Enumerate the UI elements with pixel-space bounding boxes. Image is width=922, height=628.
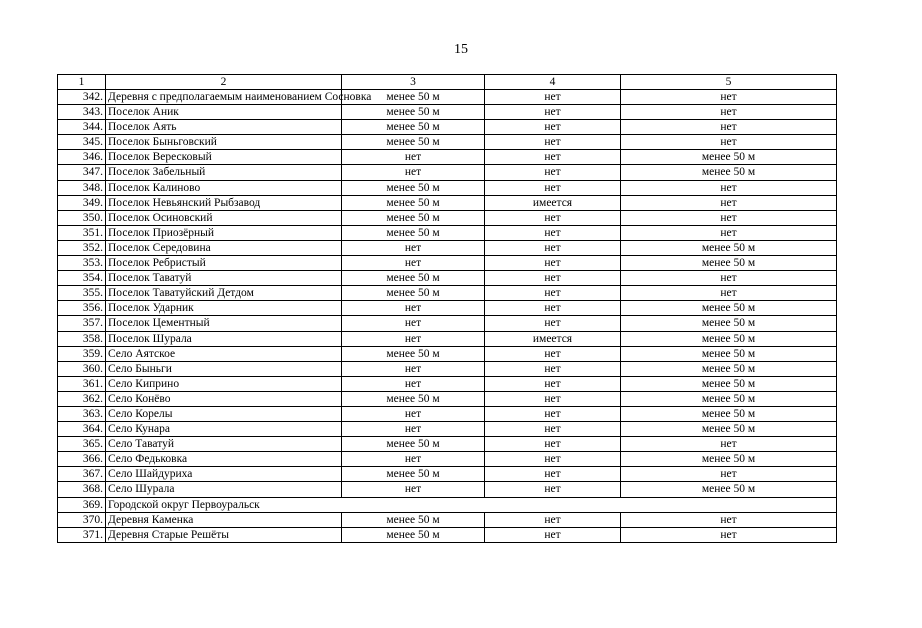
row-number-cell: 369. — [58, 497, 106, 512]
column-4-cell: имеется — [485, 195, 621, 210]
table-body — [58, 75, 837, 543]
settlement-name-cell: Поселок Приозёрный — [106, 225, 342, 240]
column-3-cell: нет — [342, 422, 485, 437]
column-3-cell: менее 50 м — [342, 120, 485, 135]
column-5-cell: менее 50 м — [621, 240, 837, 255]
settlement-name-cell: Поселок Ребристый — [106, 256, 342, 271]
column-4-cell: нет — [485, 482, 621, 497]
header-cell-1: 1 — [58, 75, 106, 90]
settlement-name-cell: Село Киприно — [106, 376, 342, 391]
column-5-cell: менее 50 м — [621, 316, 837, 331]
column-3-cell: менее 50 м — [342, 346, 485, 361]
table-row — [58, 482, 837, 497]
row-number-cell: 347. — [58, 165, 106, 180]
settlement-name-cell: Поселок Середовина — [106, 240, 342, 255]
column-3-cell: нет — [342, 165, 485, 180]
table-row — [58, 422, 837, 437]
row-number-cell: 359. — [58, 346, 106, 361]
column-3-cell: менее 50 м — [342, 195, 485, 210]
column-4-cell: нет — [485, 512, 621, 527]
column-4-cell: нет — [485, 180, 621, 195]
column-4-cell: нет — [485, 422, 621, 437]
row-number-cell: 350. — [58, 210, 106, 225]
column-5-cell: нет — [621, 271, 837, 286]
row-number-cell: 342. — [58, 90, 106, 105]
settlement-name-cell: Поселок Ударник — [106, 301, 342, 316]
column-5-cell: нет — [621, 467, 837, 482]
column-5-cell: менее 50 м — [621, 482, 837, 497]
column-5-cell: нет — [621, 90, 837, 105]
settlement-name-cell: Село Конёво — [106, 391, 342, 406]
column-4-cell: нет — [485, 316, 621, 331]
column-5-cell: нет — [621, 210, 837, 225]
column-4-cell: нет — [485, 105, 621, 120]
column-3-cell: менее 50 м — [342, 90, 485, 105]
column-4-cell: нет — [485, 165, 621, 180]
column-5-cell: нет — [621, 286, 837, 301]
row-number-cell: 365. — [58, 437, 106, 452]
column-4-cell: нет — [485, 150, 621, 165]
column-3-cell: нет — [342, 361, 485, 376]
column-3-cell: менее 50 м — [342, 271, 485, 286]
column-4-cell: нет — [485, 271, 621, 286]
column-3-cell: менее 50 м — [342, 105, 485, 120]
column-3-cell: нет — [342, 482, 485, 497]
column-5-cell: менее 50 м — [621, 165, 837, 180]
settlement-name-cell: Село Кунара — [106, 422, 342, 437]
table-row — [58, 437, 837, 452]
column-3-cell: нет — [342, 256, 485, 271]
row-number-cell: 370. — [58, 512, 106, 527]
column-3-cell: нет — [342, 240, 485, 255]
column-5-cell: нет — [621, 225, 837, 240]
column-4-cell: нет — [485, 256, 621, 271]
settlement-name-cell: Деревня Каменка — [106, 512, 342, 527]
row-number-cell: 367. — [58, 467, 106, 482]
row-number-cell: 349. — [58, 195, 106, 210]
row-number-cell: 364. — [58, 422, 106, 437]
settlement-name-cell: Поселок Аник — [106, 105, 342, 120]
row-number-cell: 371. — [58, 527, 106, 542]
column-4-cell: имеется — [485, 331, 621, 346]
table-row — [58, 105, 837, 120]
table-row — [58, 301, 837, 316]
column-5-cell: нет — [621, 105, 837, 120]
row-number-cell: 363. — [58, 406, 106, 421]
table-row — [58, 120, 837, 135]
column-4-cell: нет — [485, 301, 621, 316]
settlement-name-cell: Поселок Аять — [106, 120, 342, 135]
column-4-cell: нет — [485, 286, 621, 301]
column-4-cell: нет — [485, 376, 621, 391]
settlement-name-cell: Деревня Старые Решёты — [106, 527, 342, 542]
row-number-cell: 357. — [58, 316, 106, 331]
column-4-cell: нет — [485, 406, 621, 421]
table-row — [58, 195, 837, 210]
settlement-name-cell: Поселок Вересковый — [106, 150, 342, 165]
table-row — [58, 376, 837, 391]
column-3-cell: менее 50 м — [342, 467, 485, 482]
header-cell-5: 5 — [621, 75, 837, 90]
column-5-cell: менее 50 м — [621, 331, 837, 346]
settlement-name-cell: Поселок Шурала — [106, 331, 342, 346]
column-5-cell: менее 50 м — [621, 301, 837, 316]
row-number-cell: 356. — [58, 301, 106, 316]
table-row — [58, 527, 837, 542]
column-4-cell: нет — [485, 135, 621, 150]
column-3-cell: менее 50 м — [342, 210, 485, 225]
table-row — [58, 346, 837, 361]
column-4-cell: нет — [485, 90, 621, 105]
row-number-cell: 361. — [58, 376, 106, 391]
table-row — [58, 512, 837, 527]
column-5-cell: нет — [621, 195, 837, 210]
row-number-cell: 344. — [58, 120, 106, 135]
column-5-cell: менее 50 м — [621, 452, 837, 467]
column-5-cell: менее 50 м — [621, 256, 837, 271]
column-3-cell: менее 50 м — [342, 512, 485, 527]
column-5-cell: менее 50 м — [621, 346, 837, 361]
settlement-name-cell: Село Шурала — [106, 482, 342, 497]
column-5-cell: нет — [621, 135, 837, 150]
column-4-cell: нет — [485, 467, 621, 482]
column-5-cell: нет — [621, 527, 837, 542]
header-cell-4: 4 — [485, 75, 621, 90]
column-4-cell: нет — [485, 361, 621, 376]
column-3-cell: менее 50 м — [342, 180, 485, 195]
column-5-cell: менее 50 м — [621, 422, 837, 437]
table-section-row — [58, 497, 837, 512]
column-4-cell: нет — [485, 527, 621, 542]
row-number-cell: 348. — [58, 180, 106, 195]
column-3-cell: нет — [342, 376, 485, 391]
column-3-cell: менее 50 м — [342, 135, 485, 150]
settlement-name-cell: Поселок Невьянский Рыбзавод — [106, 195, 342, 210]
column-5-cell: менее 50 м — [621, 376, 837, 391]
settlements-table — [57, 74, 837, 543]
column-5-cell: нет — [621, 512, 837, 527]
table-row — [58, 316, 837, 331]
settlement-name-cell: Поселок Быньговский — [106, 135, 342, 150]
column-3-cell: менее 50 м — [342, 527, 485, 542]
table-row — [58, 452, 837, 467]
settlement-name-cell: Село Быньги — [106, 361, 342, 376]
settlement-name-cell: Село Аятское — [106, 346, 342, 361]
settlement-name-cell: Деревня с предполагаемым наименованием Сосновка — [106, 90, 342, 105]
settlement-name-cell: Поселок Цементный — [106, 316, 342, 331]
table-row — [58, 150, 837, 165]
settlement-name-cell: Городской округ Первоуральск — [106, 497, 837, 512]
table-row — [58, 240, 837, 255]
column-5-cell: нет — [621, 180, 837, 195]
settlement-name-cell: Поселок Таватуйский Детдом — [106, 286, 342, 301]
table-row — [58, 90, 837, 105]
row-number-cell: 343. — [58, 105, 106, 120]
column-3-cell: менее 50 м — [342, 437, 485, 452]
column-3-cell: менее 50 м — [342, 225, 485, 240]
row-number-cell: 358. — [58, 331, 106, 346]
table-row — [58, 467, 837, 482]
table-row — [58, 391, 837, 406]
page-number: 15 — [454, 42, 468, 57]
column-4-cell: нет — [485, 120, 621, 135]
column-3-cell: нет — [342, 301, 485, 316]
column-4-cell: нет — [485, 346, 621, 361]
column-5-cell: менее 50 м — [621, 406, 837, 421]
settlement-name-cell: Село Корелы — [106, 406, 342, 421]
column-5-cell: нет — [621, 437, 837, 452]
table-row — [58, 271, 837, 286]
table-row — [58, 165, 837, 180]
column-5-cell: менее 50 м — [621, 150, 837, 165]
column-4-cell: нет — [485, 225, 621, 240]
settlement-name-cell: Поселок Таватуй — [106, 271, 342, 286]
row-number-cell: 353. — [58, 256, 106, 271]
header-cell-3: 3 — [342, 75, 485, 90]
settlement-name-cell: Село Таватуй — [106, 437, 342, 452]
row-number-cell: 355. — [58, 286, 106, 301]
table-row — [58, 406, 837, 421]
column-3-cell: нет — [342, 452, 485, 467]
table-header-row — [58, 75, 837, 90]
column-3-cell: нет — [342, 406, 485, 421]
row-number-cell: 354. — [58, 271, 106, 286]
column-3-cell: менее 50 м — [342, 391, 485, 406]
column-3-cell: нет — [342, 150, 485, 165]
column-4-cell: нет — [485, 452, 621, 467]
settlement-name-cell: Поселок Осиновский — [106, 210, 342, 225]
table-row — [58, 361, 837, 376]
settlement-name-cell: Село Шайдуриха — [106, 467, 342, 482]
column-5-cell: менее 50 м — [621, 361, 837, 376]
row-number-cell: 345. — [58, 135, 106, 150]
column-4-cell: нет — [485, 240, 621, 255]
settlement-name-cell: Село Федьковка — [106, 452, 342, 467]
column-4-cell: нет — [485, 437, 621, 452]
row-number-cell: 346. — [58, 150, 106, 165]
row-number-cell: 352. — [58, 240, 106, 255]
column-3-cell: нет — [342, 331, 485, 346]
table-row — [58, 256, 837, 271]
column-4-cell: нет — [485, 210, 621, 225]
column-4-cell: нет — [485, 391, 621, 406]
row-number-cell: 362. — [58, 391, 106, 406]
column-5-cell: менее 50 м — [621, 391, 837, 406]
column-5-cell: нет — [621, 120, 837, 135]
table-row — [58, 225, 837, 240]
settlement-name-cell: Поселок Калиново — [106, 180, 342, 195]
table-row — [58, 331, 837, 346]
row-number-cell: 351. — [58, 225, 106, 240]
settlement-name-cell: Поселок Забельный — [106, 165, 342, 180]
row-number-cell: 366. — [58, 452, 106, 467]
table-row — [58, 286, 837, 301]
column-3-cell: менее 50 м — [342, 286, 485, 301]
table-row — [58, 210, 837, 225]
column-3-cell: нет — [342, 316, 485, 331]
header-cell-2: 2 — [106, 75, 342, 90]
row-number-cell: 360. — [58, 361, 106, 376]
table-row — [58, 135, 837, 150]
table-row — [58, 180, 837, 195]
row-number-cell: 368. — [58, 482, 106, 497]
